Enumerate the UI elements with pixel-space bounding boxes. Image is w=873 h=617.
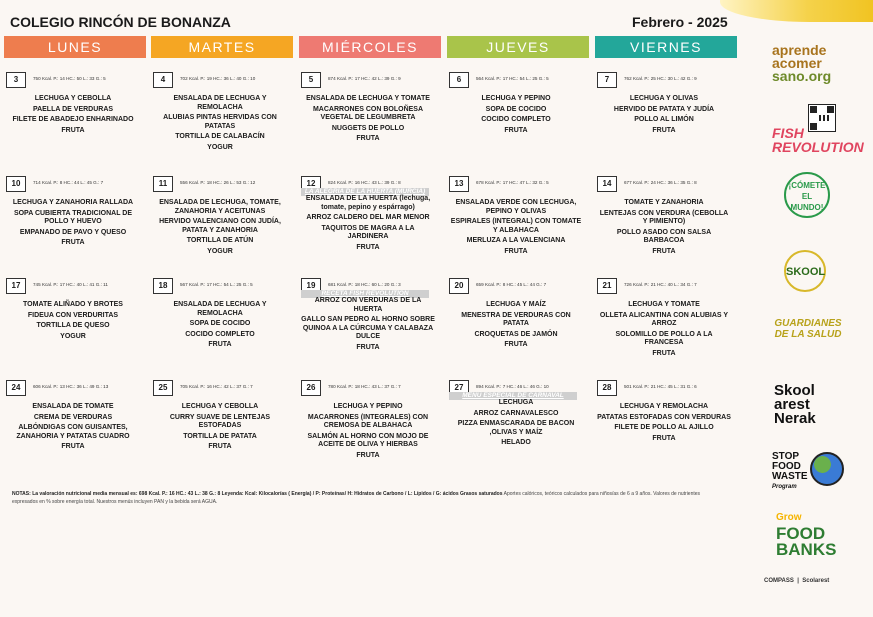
dish-list	[6, 403, 140, 454]
school-title: COLEGIO RINCÓN DE BONANZA	[10, 14, 231, 30]
day-number: 14	[597, 176, 617, 192]
dish-item: FILETE DE POLLO AL AJILLO	[614, 424, 714, 431]
nutrition-info: 556 Kcal. P.: 18 HC.: 26 L.: 53 G.: 12	[180, 180, 256, 185]
fish-line2: REVOLUTION	[772, 139, 864, 155]
nutrition-info: 705 Kcal. P.: 16 HC.: 42 L.: 37 G.: 7	[180, 384, 253, 389]
nutrition-info: 750 Kcal. P.: 14 HC.: 50 L.: 33 G.: 5	[33, 76, 106, 81]
globe-icon	[810, 452, 844, 486]
dish-item: FRUTA	[652, 126, 676, 134]
skoolarest-line1: Skool	[774, 382, 815, 399]
dish-item: FRUTA	[208, 341, 232, 348]
dish-item: SOPA DE COCIDO	[189, 320, 251, 327]
guardianes-line2: DE LA SALUD	[774, 329, 842, 340]
day-number: 17	[6, 278, 26, 294]
guardianes-de-la-salud-logo	[772, 318, 844, 340]
nutrition-notes	[12, 490, 712, 506]
dish-item: PIZZA ENMASCARADA DE BACON ,OLIVAS Y MAÍZ	[457, 420, 575, 436]
dish-item: HERVIDO VALENCIANO CON JUDÍA, PATATA Y ZANAHORIA	[159, 218, 281, 234]
header-decoration	[720, 0, 873, 22]
foodbanks-line1: FOOD	[776, 524, 826, 543]
dish-list	[6, 95, 140, 137]
dish-item: ENSALADA DE LECHUGA, TOMATE, ZANAHORIA Y ACEITUNAS	[159, 199, 281, 215]
dish-item: ARROZ CON VERDURAS DE LA HUERTA	[314, 297, 422, 313]
dish-item: TORTILLA DE CALABACÍN	[175, 133, 265, 140]
dish-item: GALLO SAN PEDRO AL HORNO SOBRE QUINOA A LA CÚRCUMA Y CALABAZA DULCE	[301, 316, 435, 340]
nutrition-info: 745 Kcal. P.: 17 HC.: 40 L.: 41 G.: 11	[33, 282, 108, 287]
dish-item: LECHUGA Y PEPINO	[481, 95, 551, 102]
grow-food-banks-logo	[776, 510, 846, 558]
notes-label: NOTAS:	[12, 491, 31, 497]
dish-item: SOPA DE COCIDO	[485, 105, 547, 113]
dish-list	[301, 95, 435, 146]
dish-item: HERVIDO DE PATATA Y JUDÍA	[613, 105, 715, 113]
day-number: 11	[153, 176, 173, 192]
dish-item: LECHUGA Y PEPINO	[333, 403, 403, 410]
dish-list	[153, 199, 287, 258]
dish-item: LECHUGA Y ZANAHORIA RALLADA	[12, 199, 134, 206]
nutrition-info: 702 Kcal. P.: 19 HC.: 36 L.: 40 G.: 10	[180, 76, 256, 81]
dish-item: FILETE DE ABADEJO ENHARINADO	[12, 116, 134, 123]
dish-item: ENSALADA DE LECHUGA Y REMOLACHA	[173, 301, 267, 317]
dish-item: OLLETA ALICANTINA CON ALUBIAS Y ARROZ	[599, 311, 729, 327]
day-number: 18	[153, 278, 173, 294]
dish-list	[449, 199, 583, 258]
dish-item: ARROZ CALDERO DEL MAR MENOR	[306, 214, 430, 221]
dish-item: MACARRONES CON BOLOÑESA VEGETAL DE LEGUMBRETA	[312, 105, 424, 121]
nutrition-info: 894 Kcal. P.: 7 HC.: 46 L.: 46 G.: 10	[476, 384, 549, 389]
comete-el-mundo-logo	[784, 172, 830, 218]
grow-text: Grow	[776, 512, 802, 523]
dish-item: POLLO AL LIMÓN	[634, 116, 694, 123]
day-number: 26	[301, 380, 321, 396]
dish-item: YOGUR	[60, 332, 86, 340]
dish-list	[301, 195, 435, 254]
skoolarest-line3: Nerak	[774, 410, 816, 427]
dish-item: LECHUGA Y REMOLACHA	[619, 403, 709, 410]
day-number: 21	[597, 278, 617, 294]
comete-line2: EL MUNDO!	[790, 192, 824, 212]
dish-item: ENSALADA DE LA HUERTA (lechuga, tomate, pepino y espárrago)	[305, 195, 431, 211]
dish-item: SOPA CUBIERTA TRADICIONAL DE POLLO Y HUEVO	[13, 209, 133, 225]
nutrition-info: 606 Kcal. P.: 13 HC.: 36 L.: 49 G.: 13	[33, 384, 109, 389]
day-number: 7	[597, 72, 617, 88]
dish-list	[597, 403, 731, 445]
dish-item: FRUTA	[504, 126, 528, 134]
dish-item: ALUBIAS PINTAS HERVIDAS CON PATATAS	[163, 114, 277, 130]
dish-item: EMPANADO DE PAVO Y QUESO	[19, 228, 127, 236]
dish-item: LECHUGA Y OLIVAS	[629, 95, 699, 102]
dish-list	[153, 403, 287, 454]
day-number: 24	[6, 380, 26, 396]
theme-tag: MENÚ ESPECIAL DE CARNAVAL	[449, 392, 577, 400]
dish-item: FIDEUA CON VERDURITAS	[27, 311, 119, 319]
dish-list	[597, 301, 731, 360]
day-number: 3	[6, 72, 26, 88]
dish-item: FRUTA	[61, 239, 85, 246]
dish-item: LECHUGA Y MAÍZ	[486, 301, 546, 308]
nutrition-info: 681 Kcal. P.: 18 HC.: 60 L.: 20 G.: 3	[328, 282, 401, 287]
fish-line1: FISH	[772, 125, 804, 141]
aprende-line2: acomer	[772, 55, 822, 71]
dish-item: FRUTA	[504, 341, 528, 348]
dish-item: CROQUETAS DE JAMÓN	[474, 330, 558, 338]
dish-item: ENSALADA DE LECHUGA Y REMOLACHA	[173, 95, 267, 111]
day-header-2: MIÉRCOLES	[299, 36, 441, 58]
day-number: 25	[153, 380, 173, 396]
dish-item: YOGUR	[207, 247, 233, 255]
dish-list	[153, 301, 287, 352]
day-header-4: VIERNES	[595, 36, 737, 58]
comete-line1: ¡CÓMETE	[788, 181, 826, 190]
dish-item: LECHUGA	[498, 399, 534, 406]
dish-item: SOLOMILLO DE POLLO A LA FRANCESA	[615, 330, 713, 346]
nutrition-info: 874 Kcal. P.: 17 HC.: 42 L.: 39 G.: 9	[328, 76, 401, 81]
dish-item: FRUTA	[356, 243, 380, 251]
dish-item: POLLO ASADO CON SALSA BARBACOA	[616, 228, 712, 244]
dish-list	[449, 95, 583, 137]
dish-item: TORTILLA DE ATÚN	[186, 237, 254, 244]
dish-item: ALBÓNDIGAS CON GUISANTES, ZANAHORIA Y PATATAS CUADRO	[16, 424, 130, 440]
dish-list	[449, 399, 583, 450]
dish-item: TORTILLA DE PATATA	[183, 432, 257, 440]
guardianes-line1: GUARDIANES	[774, 318, 842, 329]
dish-item: FRUTA	[356, 135, 380, 142]
dish-item: TORTILLA DE QUESO	[36, 322, 110, 329]
day-number: 19	[301, 278, 321, 294]
sfw-line1: STOP	[772, 451, 800, 462]
dish-item: TOMATE ALIÑADO Y BROTES	[23, 301, 123, 308]
notes-text: Aportes calóricos, teóricos calculados para niños/as de 6 a 9 años. Valores de nutrientes expresados en % sobre energía total. Nuestros menús incluyen PAN y la bebida será AGUA.	[12, 491, 701, 505]
theme-tag: RECETA FISH REVOLUTION	[301, 290, 429, 298]
dish-item: ARROZ CARNAVALESCO	[473, 409, 559, 417]
dish-list	[597, 199, 731, 258]
nutrition-info: 714 Kcal. P.: 8 HC.: 44 L.: 45 G.: 7	[33, 180, 104, 185]
dish-item: ENSALADA DE TOMATE	[32, 403, 114, 410]
dish-item: CURRY SUAVE DE LENTEJAS ESTOFADAS	[169, 413, 271, 429]
foodbanks-line2: BANKS	[776, 540, 837, 559]
dish-list	[6, 301, 140, 343]
theme-tag: LA ALEGRÍA DE LA HUERTA (MURCIA)	[301, 188, 429, 196]
dish-item: MENESTRA DE VERDURAS CON PATATA	[461, 311, 571, 327]
dish-item: FRUTA	[504, 247, 528, 255]
dish-item: FRUTA	[61, 443, 85, 450]
dish-item: MACARRONES (INTEGRALES) CON CREMOSA DE ALBAHACA	[307, 413, 429, 429]
day-number: 13	[449, 176, 469, 192]
dish-item: NUGGETS DE POLLO	[331, 124, 405, 132]
dish-list	[597, 95, 731, 137]
dish-item: FRUTA	[356, 451, 380, 459]
dish-item: FRUTA	[208, 443, 232, 450]
compass-text: COMPASS	[764, 578, 794, 584]
dish-item: FRUTA	[652, 247, 676, 255]
aprende-a-comer-sano-logo	[772, 44, 852, 83]
day-number: 10	[6, 176, 26, 192]
dish-item: HELADO	[501, 439, 531, 446]
day-number: 12	[301, 176, 321, 192]
dish-item: FRUTA	[356, 343, 380, 351]
sfw-line2: FOOD	[772, 461, 801, 472]
nutrition-info: 678 Kcal. P.: 17 HC.: 47 L.: 32 G.: 5	[476, 180, 549, 185]
dish-list	[301, 403, 435, 462]
dish-item: YOGUR	[207, 143, 233, 151]
dish-item: COCIDO COMPLETO	[481, 116, 551, 123]
nutrition-info: 762 Kcal. P.: 25 HC.: 30 L.: 42 G.: 9	[624, 76, 697, 81]
nutrition-info: 677 Kcal. P.: 24 HC.: 36 L.: 35 G.: 8	[624, 180, 697, 185]
dish-item: ESPIRALES (INTEGRAL) CON TOMATE Y ALBAHACA	[450, 218, 582, 234]
day-header-0: LUNES	[4, 36, 146, 58]
dish-item: MERLUZA A LA VALENCIANA	[466, 237, 566, 244]
nutrition-info: 567 Kcal. P.: 17 HC.: 54 L.: 25 G.: 5	[180, 282, 253, 287]
dish-item: PATATAS ESTOFADAS CON VERDURAS	[597, 413, 731, 421]
nutrition-info: 780 Kcal. P.: 18 HC.: 43 L.: 37 G.: 7	[328, 384, 401, 389]
dish-list	[449, 301, 583, 352]
sfw-line3: WASTE	[772, 471, 808, 482]
aprende-line1: aprende	[772, 42, 827, 58]
nutrition-info: 501 Kcal. P.: 21 HC.: 45 L.: 31 G.: 6	[624, 384, 697, 389]
dish-item: LECHUGA Y CEBOLLA	[181, 403, 259, 410]
dish-item: FRUTA	[652, 349, 676, 357]
dish-item: LENTEJAS CON VERDURA (CEBOLLA Y PIMIENTO)	[599, 209, 729, 225]
notes-bold-text: La valoración nutricional media mensual es: 698 Kcal. P.: 16 HC.: 43 L.: 38 G.: 8 Leyenda: Kcal: Kilocalorías ( Energía) / P: Proteínas/ H: Hidratos de Carbono / L: Lípidos / G: ácidos Grasos saturados	[32, 491, 503, 497]
dish-item: TAQUITOS DE MAGRA A LA JARDINERA	[321, 224, 415, 240]
skool-logo: SKOOL	[784, 250, 826, 292]
dish-item: COCIDO COMPLETO	[185, 330, 255, 338]
dish-item: ENSALADA DE LECHUGA Y TOMATE	[306, 95, 430, 102]
skoolarest-line2: arest	[774, 396, 810, 413]
compass-scolarest-logo: COMPASS | Scolarest	[764, 578, 830, 584]
dish-list	[301, 297, 435, 354]
day-number: 27	[449, 380, 469, 396]
scolarest-text: Scolarest	[802, 578, 830, 584]
day-header-3: JUEVES	[447, 36, 589, 58]
dish-list	[6, 199, 140, 250]
dish-item: FRUTA	[652, 434, 676, 442]
dish-item: FRUTA	[61, 126, 85, 134]
day-number: 5	[301, 72, 321, 88]
month-title: Febrero - 2025	[632, 14, 728, 30]
day-header-1: MARTES	[151, 36, 293, 58]
fish-revolution-logo	[772, 125, 864, 155]
skoolarest-logo	[774, 384, 844, 426]
day-number: 28	[597, 380, 617, 396]
nutrition-info: 824 Kcal. P.: 16 HC.: 43 L.: 39 G.: 8	[328, 180, 401, 185]
nutrition-info: 564 Kcal. P.: 17 HC.: 54 L.: 25 G.: 5	[476, 76, 549, 81]
dish-item: LECHUGA Y TOMATE	[628, 301, 700, 308]
aprende-line3: sano.org	[772, 68, 832, 84]
sfw-line4: Program	[772, 484, 797, 490]
nutrition-info: 726 Kcal. P.: 21 HC.: 40 L.: 34 G.: 7	[624, 282, 697, 287]
dish-item: TOMATE Y ZANAHORIA	[624, 199, 704, 206]
dish-item: CREMA DE VERDURAS	[33, 413, 113, 421]
nutrition-info: 659 Kcal. P.: 8 HC.: 45 L.: 44 G.: 7	[476, 282, 547, 287]
day-number: 4	[153, 72, 173, 88]
dish-item: LECHUGA Y CEBOLLA	[34, 95, 112, 102]
dish-item: SALMÓN AL HORNO CON MOJO DE ACEITE DE OLIVA Y HIERBAS	[307, 432, 429, 448]
dish-item: ENSALADA VERDE CON LECHUGA, PEPINO Y OLIVAS	[455, 199, 577, 215]
dish-item: PAELLA DE VERDURAS	[32, 105, 114, 113]
day-number: 6	[449, 72, 469, 88]
day-number: 20	[449, 278, 469, 294]
dish-list	[153, 95, 287, 154]
